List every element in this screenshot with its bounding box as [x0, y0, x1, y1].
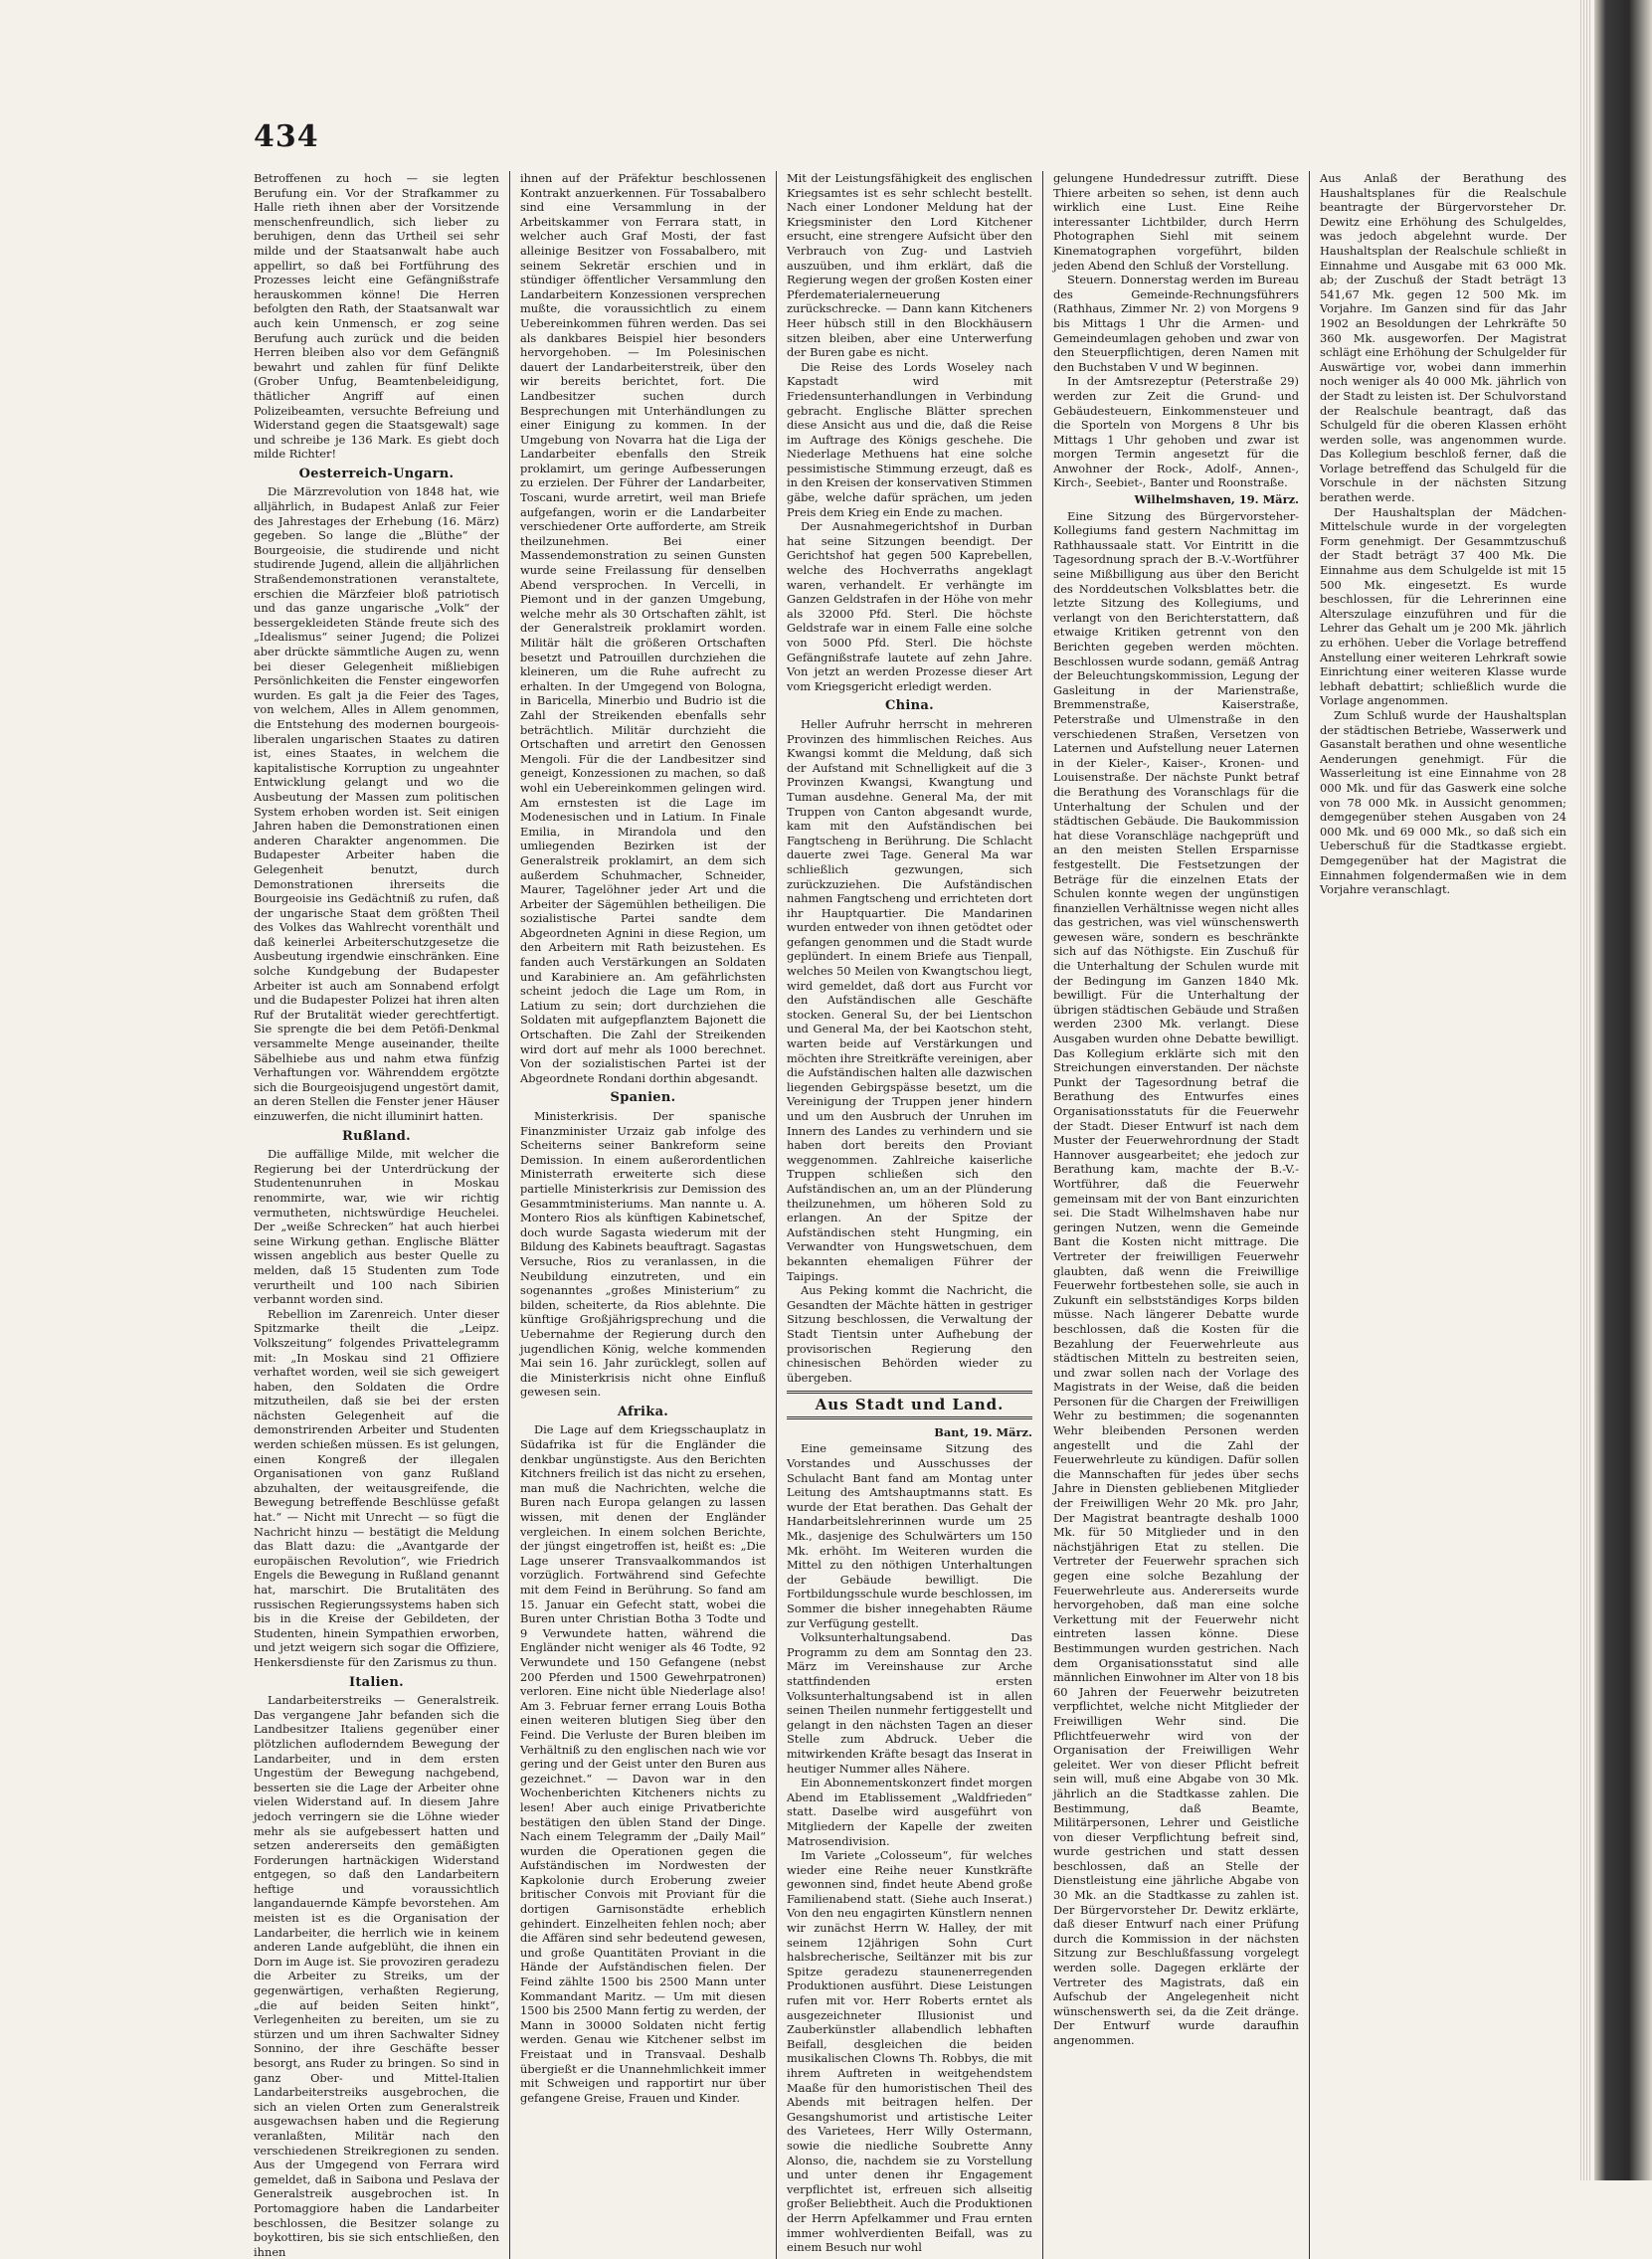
column-4 — [1043, 171, 1310, 2259]
article-paragraph: Der Ausnahmegerichtshof in Durban hat seine Sitzungen beendigt. Der Gerichtshof hat gegen 500 Kaprebellen, welche des Hochverraths angeklagt waren, verhandelt. Er verhängte im Ganzen Geldstrafen in der Höhe von mehr als 32000 Pfd. Sterl. Die höchste Geldstrafe war in einem Falle eine solche von 5000 Pfd. Sterl. Die höchste Gefängnißstrafe lautete auf zehn Jahre. Von jetzt an werden Prozesse dieser Art vom Kriegsgericht erledigt werden. — [787, 519, 1032, 693]
article-paragraph: Ein Abonnementskonzert findet morgen Abend im Etablissement „Waldfrieden“ statt. Daselbe wird ausgeführt von Mitgliedern der Kapelle der zweiten Matrosendivision. — [787, 1776, 1032, 1848]
article-paragraph: Aus Anlaß der Berathung des Haushaltsplanes für die Realschule beantragte der Bürgervorsteher Dr. Dewitz eine Erhöhung des Schulgeldes, was jedoch abgelehnt wurde. Der Haushaltsplan der Realschule schließt in Einnahme und Ausgabe mit 63 000 Mk. ab; der Zuschuß der Stadt beträgt 13 541,67 Mk. gegen 12 500 Mk. im Vorjahre. Im Ganzen sind für das Jahr 1902 an Besoldungen der Lehrkräfte 50 360 Mk. ausgeworfen. Der Magistrat schlägt eine Erhöhung der Schulgelder für Auswärtige vor, wobei dann immerhin noch weniger als 40 000 Mk. jährlich von der Stadt zu leisten ist. Der Schulvorstand der Realschule beantragt, daß das Schulgeld für die oberen Klassen erhöht werden solle, was angenommen wurde. Das Kollegium beschloß ferner, daß die Vorlage betreffend das Schulgeld für die Vorschule in der nächsten Sitzung berathen werde. — [1320, 171, 1566, 505]
article-paragraph: In der Amtsrezeptur (Peterstraße 29) werden zur Zeit die Grund- und Gebäudesteuern, Einkommensteuer und die Sporteln von Morgens 8 Uhr bis Mittags 1 Uhr gehoben und zwar ist morgen Termin angesetzt für die Anwohner der Rock-, Adolf-, Annen-, Kirch-, Seebiet-, Banter und Roonstraße. — [1053, 374, 1299, 490]
scan-page-stack — [1580, 0, 1590, 2180]
article-paragraph: Aus Peking kommt die Nachricht, die Gesandten der Mächte hätten in gestriger Sitzung beschlossen, die Verwaltung der Stadt Tientsin unter Aufhebung der provisorischen Regierung den chinesischen Behörden wieder zu übergeben. — [787, 1283, 1032, 1385]
article-paragraph: Die Märzrevolution von 1848 hat, wie alljährlich, in Budapest Anlaß zur Feier des Jahrestages der Erhebung (16. März) gegeben. So lange die „Blüthe“ der Bourgeoisie, die studirende und nicht studirende Jugend, allein die alljährlichen Straßendemonstrationen veranstaltete, erschien die Märzfeier bloß patriotisch und das ganze ungarische „Volk“ der bessergekleideten Stände freute sich des „Idealismus“ seiner Jugend; die Polizei aber drückte sämmtliche Augen zu, wenn bei dieser Gelegenheit mißliebigen Persönlichkeiten die Fenster eingeworfen wurden. Es galt ja die Feier des Tages, von welchem, Alles in Allem genommen, die Entstehung des modernen bourgeois-liberalen ungarischen Staates zu datiren ist, eines Staates, in welchem die kapitalistische Korruption zu ungeahnter Entwicklung gelangt und wo die Ausbeutung der Massen zum politischen System erhoben worden ist. Seit einigen Jahren haben die Demonstrationen einen anderen Charakter angenommen. Die Budapester Arbeiter haben die Gelegenheit benutzt, durch Demonstrationen ihrerseits die Bourgeoisie ins Gedächtniß zu rufen, daß der ungarische Staat dem größten Theil des Volkes das Wahlrecht vorenthält und daß keinerlei Arbeiterschutzgesetze die Ausbeutung irgendwie einschränken. Eine solche Kundgebung der Budapester Arbeiter ist auch am Sonnabend erfolgt und die Budapester Polizei hat ihren alten Ruf der Brutalität wieder gerechtfertigt. Sie sprengte die bei dem Petöfi-Denkmal versammelte Menge auseinander, theilte Säbelhiebe aus und nahm etwa fünfzig Verhaftungen vor. Währenddem ergötzte sich die Bourgeoisjugend ungestört damit, an deren Stellen die Fenster jener Häuser einzuwerfen, die nicht illuminirt hatten. — [254, 484, 499, 1123]
article-paragraph: Die auffällige Milde, mit welcher die Regierung bei der Unterdrückung der Studentenunruhen in Moskau renommirte, war, wie wir richtig vermutheten, nichtswürdige Heuchelei. Der „weiße Schrecken“ hat auch hierbei seine Wirkung gethan. Englische Blätter wissen angeblich aus bester Quelle zu melden, daß 15 Studenten zum Tode verurtheilt und 100 nach Sibirien verbannt worden sind. — [254, 1147, 499, 1307]
column-1 — [244, 171, 510, 2259]
section-heading: Rußland. — [342, 1128, 411, 1144]
article-paragraph: Im Variete „Colosseum“, für welches wieder eine Reihe neuer Kunstkräfte gewonnen sind, findet heute Abend große Familienabend statt. (Siehe auch Inserat.) Von den neu engagirten Künstlern nennen wir zunächst Herrn W. Halley, der mit seinem 12jährigen Sohn Curt halsbrecherische, Seiltänzer mit bis zur Spitze geradezu staunenerregenden Produktionen ausführt. Diese Leistungen rufen mit vor. Herr Roberts erntet als ausgezeichneter Illusionist und Zauberkünstler allabendlich lebhaften Beifall, desgleichen die beiden musikalischen Clowns Th. Robbys, die mit ihrem Auftreten in weitgehendstem Maaße für den humoristischen Theil des Abends mit beitragen helfen. Der Gesangshumorist und artistische Leiter des Varietees, Herr Willy Ostermann, sowie die niedliche Soubrette Anny Alonso, die, nachdem sie zu Vorstellung und unter denen ihr Engagement verpflichtet ist, erfreuen sich allseitig großer Beliebtheit. Auch die Produktionen der Herrn Apfelkammer und Frau ernten immer wohlverdienten Beifall, was zu einem Besuch nur wohl — [787, 1848, 1032, 2255]
article-paragraph: Die Reise des Lords Woseley nach Kapstadt wird mit Friedensunterhandlungen in Verbindung gebracht. Englische Blätter sprechen diese Ansicht aus und die, daß die Reise im Auftrage des Königs geschehe. Die Niederlage Methuens hat eine solche pessimistische Stimmung erzeugt, daß es in den Kreisen der konservativen Stimmen gäbe, welche dafür sprächen, um jeden Preis dem Krieg ein Ende zu machen. — [787, 359, 1032, 519]
section-heading: China. — [885, 698, 934, 714]
article-paragraph: Eine Sitzung des Bürgervorsteher-Kollegiums fand gestern Nachmittag im Rathhaussaale statt. Vor Eintritt in die Tagesordnung sprach der B.-V.-Wortführer seine Mißbilligung aus über den Bericht des Norddeutschen Volksblattes betr. die letzte Sitzung des Kollegiums, und verlangt von den Berichterstattern, daß etwaige Kritiken getrennt von den Berichten gegeben werden möchten. Beschlossen wurde sodann, gemäß Antrag der Beleuchtungskommission, Legung der Gasleitung in der Marienstraße, Bremmenstraße, Kaiserstraße, Peterstraße und Ulmenstraße in den verschiedenen Straßen, Versetzen von Laternen und Aufstellung neuer Laternen in der Kieler-, Kaiser-, Kronen- und Louisenstraße. Der nächste Punkt betraf die Berathung des Voranschlags für die Unterhaltung der Schulen und der städtischen Gebäude. Die Baukommission hat diese Voranschläge nachgeprüft und an den meisten Stellen Ersparnisse festgestellt. Die Festsetzungen der Beträge für die einzelnen Etats der Schulen konnte wegen der ungünstigen finanziellen Verhältnisse wegen nicht alles das gestrichen, was viel wünschenswerth gewesen wäre, sondern es beschränkte sich auf das Nöthigste. Ein Zuschuß für die Unterhaltung der Schulen wurde mit der Bedingung im Ganzen 1840 Mk. bewilligt. Für die Unterhaltung der übrigen städtischen Gebäude und Straßen werden 2300 Mk. verlangt. Diese Ausgaben wurden ohne Debatte bewilligt. Das Kollegium erklärte sich mit den Streichungen einverstanden. Der nächste Punkt der Tagesordnung betraf die Berathung des Entwurfes eines Organisationsstatuts für die Feuerwehr der Stadt. Dieser Entwurf ist nach dem Muster der Feuerwehrordnung der Stadt Hannover ausgearbeitet; ehe jedoch zur Berathung kam, machte der B.-V.-Wortführer, daß die Feuerwehr gemeinsam mit der von Bant einzurichten sei. Die Stadt Wilhelmshaven habe nur geringen Nutzen, wenn die Gemeinde Bant die Kosten nicht mittrage. Die Vertreter der freiwilligen Feuerwehr glaubten, daß wenn die Freiwillige Feuerwehr fortbestehen solle, sie auch in Zukunft ein selbstständiges Korps bilden müsse. Nach längerer Debatte wurde beschlossen, daß die Kosten für die Bezahlung der Feuerwehrleute aus städtischen Mitteln zu bestreiten seien, und zwar sollen nach der Vorlage des Magistrats in der Weise, daß die beiden Personen für die Chargen der Freiwilligen Wehr zu bestimmen; die sogenannten Wehr bleibenden Personen werden angestellt und die Zahl der Feuerwehrleute zu kündigen. Dafür sollen die Mannschaften für jedes über sechs Jahre in Diensten gebliebenen Mitglieder der Freiwilligen Wehr 20 Mk. pro Jahr, Der Magistrat beantragte deshalb 1000 Mk. für 50 Mitglieder und in den nächstjährigen Etat zu stellen. Die Vertreter der Feuerwehr sprachen sich gegen eine solche Bezahlung der Feuerwehrleute aus. Andererseits wurde hervorgehoben, daß man eine solche Verkettung mit der Feuerwehr nicht eintreten lassen könne. Diese Bestimmungen wurden gestrichen. Nach dem Organisationsstatut sind alle männlichen Einwohner im Alter von 18 bis 60 Jahren der Feuerwehr beizutreten verpflichtet, welche nicht Mitglieder der Freiwilligen Wehr sind. Die Pflichtfeuerwehr wird von der Organisation der Freiwilligen Wehr geleitet. Wer von dieser Pflicht befreit sein will, muß eine Abgabe von 30 Mk. jährlich an die Stadtkasse zahlen. Die Bestimmung, daß Beamte, Militärpersonen, Lehrer und Geistliche von dieser Verpflichtung befreit sind, wurde gestrichen und statt dessen beschlossen, daß an Stelle der Dienstleistung eine jährliche Abgabe von 30 Mk. an die Stadtkasse zu zahlen ist. Der Bürgervorsteher Dr. Dewitz erklärte, daß dieser Entwurf nach einer Prüfung durch die Kommission in der nächsten Sitzung zur Beschlußfassung vorgelegt werden solle. Dagegen erklärte der Vertreter des Magistrats, daß ein Aufschub der Angelegenheit nicht wünschenswerth sei, da die Zeit dränge. Der Entwurf wurde daraufhin angenommen. — [1053, 508, 1299, 2047]
article-paragraph: ihnen auf der Präfektur beschlossenen Kontrakt anzuerkennen. Für Tossabalbero sind eine Versammlung in der Arbeitskammer von Ferrara statt, in welcher auch Graf Mosti, der fast alleinige Besitzer von Fossabalbero, mit seinem Sekretär erschien und in stündiger öffentlicher Versammlung den Landarbeitern Konzessionen versprechen mußte, die voraussichtlich zu einem Uebereinkommen führen werden. Das sei als dankbares Beispiel hier besonders hervorgehoben. — Im Polesinischen dauert der Landarbeiterstreik, über den wir bereits berichtet, fort. Die Landbesitzer suchen durch Besprechungen mit Unterhändlungen zu einer Einigung zu kommen. In der Umgebung von Novarra hat die Liga der Landarbeiter ebenfalls den Streik proklamirt, um geringe Aufbesserungen zu erzielen. Der Führer der Landarbeiter, Toscani, wurde arretirt, weil man Briefe aufgefangen, worin er die Landarbeiter verschiedener Orte aufforderte, am Streik theilzunehmen. Bei einer Massendemonstration zu seinen Gunsten wurde seine Freilassung für denselben Abend versprochen. In Vercelli, in Piemont und in der ganzen Umgebung, welche mehr als 30 Ortschaften zählt, ist der Generalstreik proklamirt worden. Militär hält die größeren Ortschaften besetzt und Patrouillen durchziehen die kleineren, um die Ruhe aufrecht zu erhalten. In der Umgegend von Bologna, in Baricella, Minerbio und Budrio ist die Zahl der Streikenden ebenfalls sehr beträchtlich. Militär durchzieht die Ortschaften und arretirt den Genossen Mengoli. Für die der Landbesitzer sind geneigt, Konzessionen zu machen, so daß wohl ein Uebereinkommen gelingen wird. Am ernstesten ist die Lage im Modenesischen und in Latium. In Finale Emilia, in Mirandola und den umliegenden Bezirken ist der Generalstreik proklamirt, an dem sich außerdem Schuhmacher, Schneider, Maurer, Tagelöhner jeder Art und die Arbeiter der Sägemühlen betheiligen. Die sozialistische Partei sandte dem Abgeordneten Agnini in diese Region, um den Arbeitern mit Rath beizustehen. Es fanden auch Verstärkungen an Soldaten und Karabiniere an. Am gefährlichsten scheint jedoch die Lage um Rom, in Latium zu sein; dort durchziehen die Soldaten mit aufgepflanztem Bajonett die Ortschaften. Die Zahl der Streikenden wird dort auf mehr als 1000 berechnet. Von der sozialistischen Partei ist der Abgeordnete Rondani dorthin abgesandt. — [520, 171, 766, 1085]
column-2 — [510, 171, 777, 2259]
section-heading: Spanien. — [610, 1090, 676, 1106]
article-paragraph: Zum Schluß wurde der Haushaltsplan der städtischen Betriebe, Wasserwerk und Gasanstalt berathen und ohne wesentliche Aenderungen genehmigt. Für die Wasserleitung ist eine Einnahme von 28 000 Mk. und für das Gaswerk eine solche von 78 000 Mk. in Aussicht genommen; demgegenüber stehen Ausgaben von 24 000 Mk. und 69 000 Mk., so daß sich ein Ueberschuß für die Stadtkasse ergiebt. Demgegenüber hat der Magistrat die Einnahmen folgendermaßen wie in dem Vorjahre veranschlagt. — [1320, 707, 1566, 897]
scan-binding-edge — [1594, 0, 1652, 2180]
article-paragraph: Eine gemeinsame Sitzung des Vorstandes und Ausschusses der Schulacht Bant fand am Montag unter Leitung des Amtshauptmanns statt. Es wurde der Etat berathen. Das Gehalt der Handarbeitslehrerinnen wurde um 25 Mk., dasjenige des Schulwärters um 150 Mk. erhöht. Im Weiteren wurden die Mittel zu den nöthigen Unterhaltungen der Gebäude bewilligt. Die Fortbildungsschule wurde beschlossen, im Sommer die bisher innegehabten Räume zur Verfügung gestellt. — [787, 1441, 1032, 1630]
article-paragraph: Die Lage auf dem Kriegsschauplatz in Südafrika ist für die Engländer die denkbar ungünstigste. Aus den Berichten Kitchners freilich ist das nicht zu ersehen, man muß die Nachrichten, welche die Buren nach Europa gelangen zu lassen wissen, mit denen der Engländer vergleichen. In einem solchen Berichte, der jüngst eingetroffen ist, heißt es: „Die Lage unserer Transvaalkommandos ist vorzüglich. Fortwährend sind Gefechte mit dem Feind in Berührung. So fand am 15. Januar ein Gefecht statt, wobei die Buren unter Christian Botha 3 Todte und 9 Verwundete hatten, während die Engländer nicht weniger als 46 Todte, 92 Verwundete und 150 Gefangene (nebst 200 Pferden und 1500 Gewehrpatronen) verloren. Eine nicht üble Niederlage also! Am 3. Februar ferner errang Louis Botha einen weiteren blutigen Sieg über den Feind. Die Verluste der Buren bleiben im Verhältniß zu den englischen nach wie vor gering und der Geist unter den Buren aus gezeichnet.“ — Davon war in den Wochenberichten Kitcheners nichts zu lesen! Aber auch einige Privatberichte bestätigen den üblen Stand der Dinge. Nach einem Telegramm der „Daily Mail“ wurden die Operationen gegen die Aufständischen im Nordwesten der Kapkolonie durch Eroberung zweier britischer Convois mit Proviant für die dortigen Garnisonstädte erheblich gehindert. Einzelheiten fehlen noch; aber die Affären sind sehr bedeutend gewesen, und große Quantitäten Proviant in die Hände der Aufständischen fielen. Der Feind zählte 1500 bis 2500 Mann unter Kommandant Maritz. — Um mit diesen 1500 bis 2500 Mann fertig zu werden, der Mann in 30000 Soldaten nicht fertig werden. Genau wie Kitchener selbst im Freistaat und in Transvaal. Deshalb übergießt er die Unannehmlichkeit immer mit Schweigen und rapportirt nur über gefangene Greise, Frauen und Kinder. — [520, 1422, 766, 2105]
article-paragraph: Der Haushaltsplan der Mädchen-Mittelschule wurde in der vorgelegten Form genehmigt. Der Gesammtzuschuß der Stadt beträgt 37 400 Mk. Die Einnahme aus dem Schulgelde ist mit 15 500 Mk. eingesetzt. Es wurde beschlossen, für die Lehrerinnen eine Alterszulage einzuführen und für die Lehrer das Gehalt um je 200 Mk. jährlich zu erhöhen. Ueber die Vorlage betreffend Anstellung einer weiteren Lehrkraft sowie Einrichtung einer weiteren Klasse wurde lebhaft debattirt; schließlich wurde die Vorlage angenommen. — [1320, 504, 1566, 708]
page-number: 434 — [254, 119, 319, 154]
column-5 — [1310, 171, 1576, 2259]
article-paragraph: Volksunterhaltungsabend. Das Programm zu dem am Sonntag den 23. März im Vereinshause zur Arche stattfindenden ersten Volksunterhaltungsabend ist in allen seinen Theilen nunmehr fertiggestellt und gelangt in den nächsten Tagen an dieser Stelle zum Abdruck. Ueber die mitwirkenden Kräfte besagt das Inserat in heutiger Nummer alles Nähere. — [787, 1630, 1032, 1776]
dateline: Wilhelmshaven, 19. März. — [1134, 492, 1299, 507]
newspaper-columns — [244, 171, 1576, 2259]
local-news-heading: Aus Stadt und Land. — [787, 1391, 1032, 1419]
article-paragraph: Landarbeiterstreiks — Generalstreik. Das vergangene Jahr befanden sich die Landbesitzer Italiens gegenüber einer plötzlichen aufloderndem Bewegung der Landarbeiter, und in dem ersten Ungestüm der Bewegung nachgebend, besserten sie die Lage der Arbeiter ohne vielen Widerstand auf. In diesem Jahre jedoch verringern sie die Löhne wieder mehr als sie aufgebessert hatten und setzen andererseits den gemäßigten Forderungen hartnäckigen Widerstand entgegen, so daß den Landarbeitern heftige und voraussichtlich langandauernde Kämpfe bevorstehen. Am meisten ist es die Organisation der Landarbeiter, die herrlich wie in keinem anderen Lande aufgeblüht, die ihnen ein Dorn im Auge ist. Sie provoziren geradezu die Arbeiter zu Streiks, um der gegenwärtigen, verhaßten Regierung, „die auf beiden Seiten hinkt“, Verlegenheiten zu bereiten, um sie zu stürzen und um ihren Sachwalter Sidney Sonnino, der ihre Geschäfte besser besorgt, ans Ruder zu bringen. So sind in ganz Ober- und Mittel-Italien Landarbeiterstreiks ausgebrochen, die sich an vielen Orten zum Generalstreik ausgewachsen haben und die Regierung veranlaßten, Militär nach den verschiedenen Streikregionen zu senden. Aus der Umgegend von Ferrara wird gemeldet, daß in Saibona und Peslava der Generalstreik ausgebrochen ist. In Portomaggiore haben die Landarbeiter beschlossen, die Besitzer solange zu boykottiren, bis sie sich entschließen, den ihnen — [254, 1693, 499, 2259]
section-heading: Afrika. — [617, 1404, 669, 1419]
article-paragraph: gelungene Hundedressur zutrifft. Diese Thiere arbeiten so sehen, ist denn auch wirklich eine Lust. Eine Reihe interessanter Lichtbilder, durch Herrn Photographen Siehl mit seinem Kinematographen vorgeführt, bilden jeden Abend den Schluß der Vorstellung. — [1053, 171, 1299, 273]
article-paragraph: Steuern. Donnerstag werden im Bureau des Gemeinde-Rechnungsführers (Rathhaus, Zimmer Nr. 2) von Morgens 9 bis Mittags 1 Uhr die Armen- und Gemeindeumlagen gehoben und zwar von den Steuerpflichtigen, deren Namen mit den Buchstaben V und W beginnen. — [1053, 273, 1299, 374]
section-heading: Oesterreich-Ungarn. — [298, 466, 455, 481]
article-paragraph: Mit der Leistungsfähigkeit des englischen Kriegsamtes ist es sehr schlecht bestellt. Nach einer Londoner Meldung hat der Kriegsminister den Lord Kitchener ersucht, eine strengere Aufsicht über den Verbrauch von Zug- und Lastvieh auszuüben, und ihm erklärt, daß die Regierung wegen der großen Kosten einer Pferdematerialerneuerung zurückschrecke. — Dann kann Kitcheners Heer hübsch still in den Blockhäusern sitzen bleiben, aber eine Unterwerfung der Buren gabe es nicht. — [787, 171, 1032, 360]
article-paragraph: Rebellion im Zarenreich. Unter dieser Spitzmarke theilt die „Leipz. Volkszeitung“ folgendes Privattelegramm mit: „In Moskau sind 21 Offiziere verhaftet worden, weil sie sich geweigert haben, den Soldaten die Ordre mitzutheilen, daß sie bei der ersten nächsten Gelegenheit auf die demonstrirenden Arbeiter und Studenten werden schießen müssen. Es ist gelungen, einen Kongreß der illegalen Organisationen von ganz Rußland abzuhalten, der weitausgreifende, die Bewegung betreffende Beschlüsse gefaßt hat.“ — Nicht mit Unrecht — so fügt die Nachricht hinzu — bestätigt die Meldung das Blatt dazu: die „Avantgarde der europäischen Revolution“, wie Friedrich Engels die Bewegung in Rußland genannt hat, marschirt. Die Brutalitäten des russischen Regierungssystems haben sich bis in die Kreise der Gebildeten, der Studenten, hinein Sympathien erworben, und jetzt weigern sich sogar die Offiziere, Henkersdienste für den Zarismus zu thun. — [254, 1306, 499, 1669]
article-paragraph: Ministerkrisis. Der spanische Finanzminister Urzaiz gab infolge des Scheiterns seiner Bankreform seine Demission. In einem außerordentlichen Ministerrath erweiterte sich diese partielle Ministerkrisis zur Demission des Gesammtministeriums. Man nannte u. A. Montero Rios als künftigen Kabinetschef, doch wurde Sagasta wiederum mit der Bildung des Kabinets beauftragt. Sagastas Versuche, Rios zu veranlassen, in die Neubildung einzutreten, und ein sogenanntes „großes Ministerium“ zu bilden, scheiterte, da Rios ablehnte. Die künftige Großjährigsprechung und die Uebernahme der Regierung durch den jugendlichen König, welche kommenden Mai sein 16. Jahr zurücklegt, sollen auf die Ministerkrisis nicht ohne Einfluß gewesen sein. — [520, 1109, 766, 1400]
article-paragraph: Betroffenen zu hoch — sie legten Berufung ein. Vor der Strafkammer zu Halle rieth ihnen aber der Vorsitzende menschenfreundlich, sich lieber zu beruhigen, denn das Urtheil sei sehr milde und der Staatsanwalt habe auch appellirt, so daß bei Fortführung des Prozesses leicht eine Gefängnißstrafe herauskommen könne! Die Herren befolgten den Rath, der Staatsanwalt war auch kein Unmensch, er zog seine Berufung auch zurück und die beiden Herren bleiben also vor dem Gefängniß bewahrt und zahlen für fünf Delikte (Grober Unfug, Beamtenbeleidigung, thätlicher Angriff auf einen Polizeibeamten, versuchte Befreiung und Widerstand gegen die Staatsgewalt) sage und schreibe je 136 Mark. Es giebt doch milde Richter! — [254, 171, 499, 462]
column-3 — [777, 171, 1043, 2259]
dateline: Bant, 19. März. — [934, 1424, 1032, 1439]
section-heading: Italien. — [348, 1674, 405, 1690]
article-paragraph: Heller Aufruhr herrscht in mehreren Provinzen des himmlischen Reiches. Aus Kwangsi kommt die Meldung, daß sich der Aufstand mit Schnelligkeit auf die 3 Provinzen Kwangsi, Kwangtung und Tuman ausdehne. General Ma, der mit Truppen von Canton abgesandt wurde, kam mit den Aufständischen bei Fangtscheng in Berührung. Die Schlacht dauerte zwei Tage. General Ma war schließlich gezwungen, sich zurückzuziehen. Die Aufständischen nahmen Fangtscheng und errichteten dort ihr Hauptquartier. Die Mandarinen wurden entweder von ihnen getödtet oder gefangen genommen und die Stadt wurde geplündert. In einem Briefe aus Tienpall, welches 50 Meilen von Kwangtschou liegt, wird gemeldet, daß dort aus Furcht vor den Aufständischen alle Geschäfte stocken. General Su, der bei Lientschon und General Ma, der bei Kaotschon steht, warten beide auf Verstärkungen und möchten ihre Streitkräfte vereinigen, aber die Aufständischen halten alle dazwischen liegenden Gebirgspässe besetzt, um die Vereinigung der Truppen jener hindern und um den Ausbruch der Unruhen im Innern des Landes zu verhindern und sie haben dort bereits den Proviant weggenommen. Zahlreiche kaiserliche Truppen schließen sich den Aufständischen an, um an der Plünderung theilzunehmen, um höheren Sold zu erlangen. An der Spitze der Aufständischen steht Hungming, ein Verwandter von Hungswetschuen, dem bekannten ehemaligen Führer der Taipings. — [787, 716, 1032, 1283]
